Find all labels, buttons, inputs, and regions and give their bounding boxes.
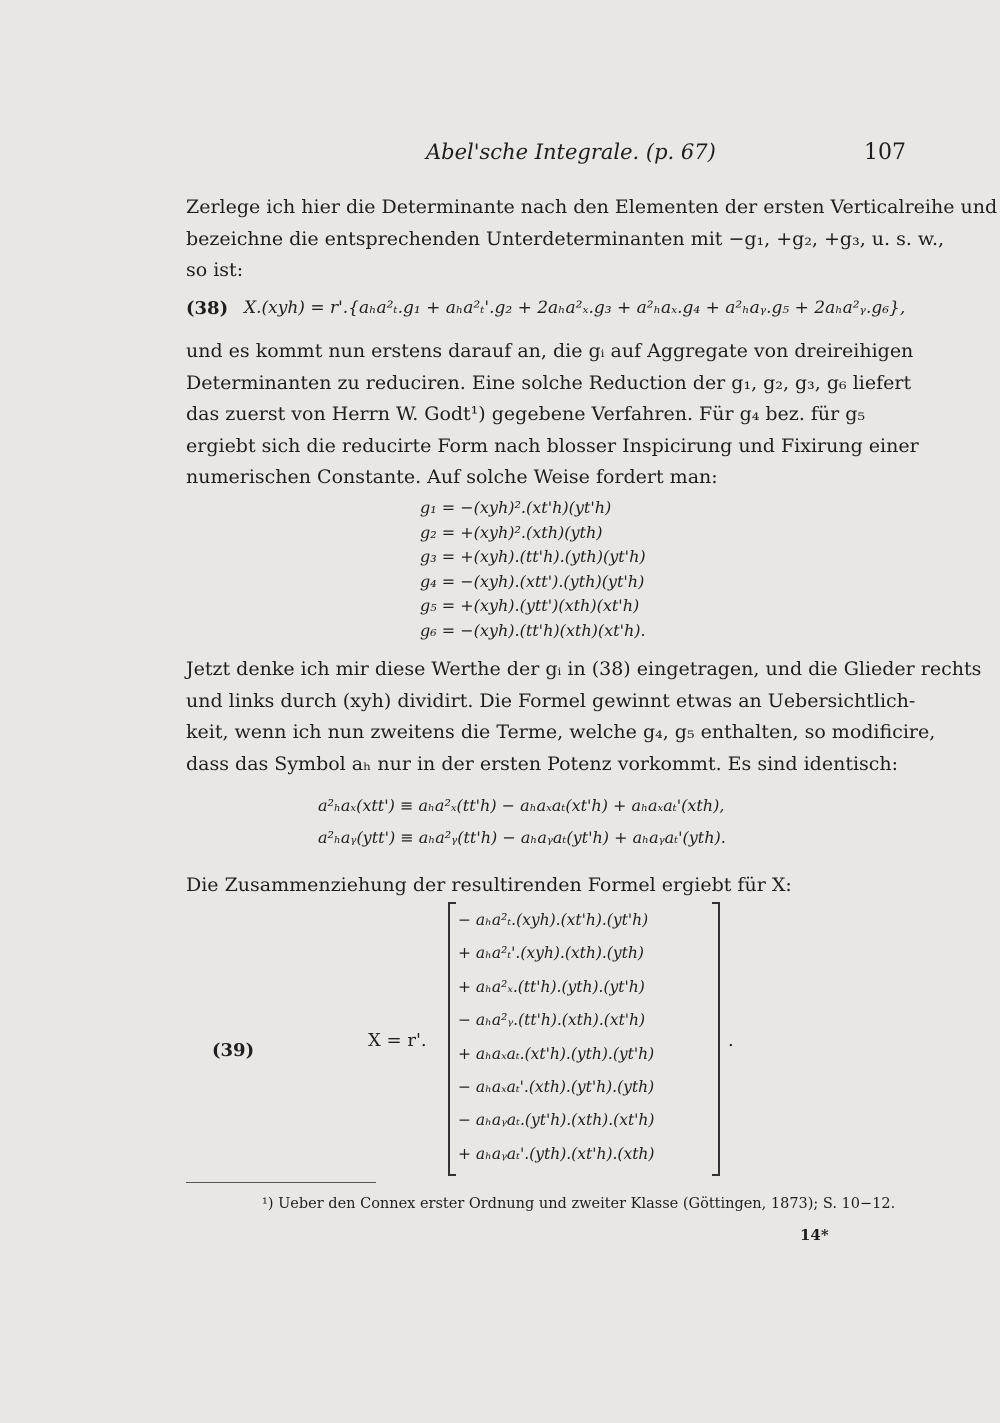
- text-line: und es kommt nun erstens darauf an, die gᵢ auf Aggregate von dreireihigen: [186, 340, 914, 362]
- text-line: Die Zusammenziehung der resultirenden Formel ergiebt für X:: [186, 874, 792, 896]
- text-line: so ist:: [186, 259, 244, 281]
- g-equation: g₄ = −(xyh).(xtt').(yth)(yt'h): [420, 571, 645, 591]
- g-value-list: [420, 496, 646, 643]
- term-row: − aₕaₓaₜ'.(xth).(yt'h).(yth): [458, 1078, 655, 1097]
- equation-39-lhs: X = r'.: [368, 1030, 427, 1051]
- text-line: Zerlege ich hier die Determinante nach den Elementen der ersten Verticalreihe und: [186, 196, 998, 218]
- footnote: ¹) Ueber den Connex erster Ordnung und zweiter Klasse (Göttingen, 1873); S. 10−12.: [262, 1196, 896, 1212]
- running-title: Abel'sche Integrale. (p. 67): [426, 140, 716, 164]
- g-equation: g₁ = −(xyh)².(xt'h)(yt'h): [420, 498, 612, 517]
- term-row: − aₕaᵧaₜ.(yt'h).(xth).(xt'h): [458, 1111, 655, 1130]
- running-header: [186, 140, 916, 174]
- right-bracket: [712, 902, 720, 1176]
- text-line: numerischen Constante. Auf solche Weise fordert man:: [186, 466, 718, 488]
- term-row: − aₕa²ᵧ.(tt'h).(xth).(xt'h): [458, 1011, 646, 1030]
- g-equation: g₅ = +(xyh).(ytt')(xth)(xt'h): [420, 596, 640, 615]
- term-row: − aₕa²ₜ.(xyh).(xt'h).(yt'h): [458, 911, 649, 929]
- identity-2: a²ₕaᵧ(ytt') ≡ aₕa²ᵧ(tt'h) − aₕaᵧaₜ(yt'h) + aₕaᵧaₜ'(yth).: [318, 828, 726, 847]
- text-line: dass das Symbol aₕ nur in der ersten Potenz vorkommt. Es sind identisch:: [186, 752, 899, 775]
- equation-39-bracket: [448, 902, 720, 1172]
- term-row: + aₕa²ₜ'.(xyh).(xth).(yth): [458, 944, 644, 963]
- identity-1: a²ₕaₓ(xtt') ≡ aₕa²ₓ(tt'h) − aₕaₓaₜ(xt'h) + aₕaₓaₜ'(xth),: [318, 796, 725, 815]
- paragraph-4: [186, 870, 920, 902]
- term-row: + aₕaₓaₜ.(xt'h).(yth).(yt'h): [458, 1044, 655, 1063]
- text-line: Jetzt denke ich mir diese Werthe der gᵢ in (38) eingetragen, und die Glieder rechts: [186, 658, 982, 680]
- signature-mark: 14*: [800, 1226, 829, 1244]
- text-line: ergiebt sich die reducirte Form nach blosser Inspicirung und Fixirung einer: [186, 434, 919, 457]
- left-bracket: [448, 902, 456, 1176]
- equation-39-terms: [458, 904, 654, 1171]
- text-line: keit, wenn ich nun zweitens die Terme, welche g₄, g₅ enthalten, so modificire,: [186, 721, 936, 743]
- term-row: + aₕaᵧaₜ'.(yth).(xt'h).(xth): [458, 1144, 655, 1163]
- equation-38: X.(xyh) = r'.{aₕa²ₜ.g₁ + aₕa²ₜ'.g₂ + 2aₕa²ₓ.g₃ + a²ₕaₓ.g₄ + a²ₕaᵧ.g₅ + 2aₕa²ᵧ.g₆},: [244, 298, 906, 318]
- paragraph-1: [186, 192, 998, 287]
- text-line: Determinanten zu reduciren. Eine solche Reduction der g₁, g₂, g₃, g₆ liefert: [186, 371, 912, 394]
- g-equation: g₆ = −(xyh).(tt'h)(xth)(xt'h).: [420, 620, 646, 640]
- page-number: 107: [864, 140, 906, 165]
- footnote-rule: [186, 1182, 376, 1183]
- text-line: das zuerst von Herrn W. Godt¹) gegebene Verfahren. Für g₄ bez. für g₅: [186, 403, 866, 425]
- text-line: bezeichne die entsprechenden Unterdeterminanten mit −g₁, +g₂, +g₃, u. s. w.,: [186, 227, 945, 250]
- term-row: + aₕa²ₓ.(tt'h).(yth).(yt'h): [458, 977, 645, 996]
- equation-39-period: .: [728, 1030, 734, 1051]
- equation-39-label: (39): [212, 1040, 255, 1061]
- text-line: und links durch (xyh) dividirt. Die Formel gewinnt etwas an Uebersichtlich-: [186, 689, 916, 712]
- paragraph-2: [186, 336, 920, 494]
- g-equation: g₃ = +(xyh).(tt'h).(yth)(yt'h): [420, 547, 646, 566]
- paragraph-3: [186, 654, 982, 780]
- g-equation: g₂ = +(xyh)².(xth)(yth): [420, 522, 603, 542]
- equation-38-label: (38): [186, 298, 229, 319]
